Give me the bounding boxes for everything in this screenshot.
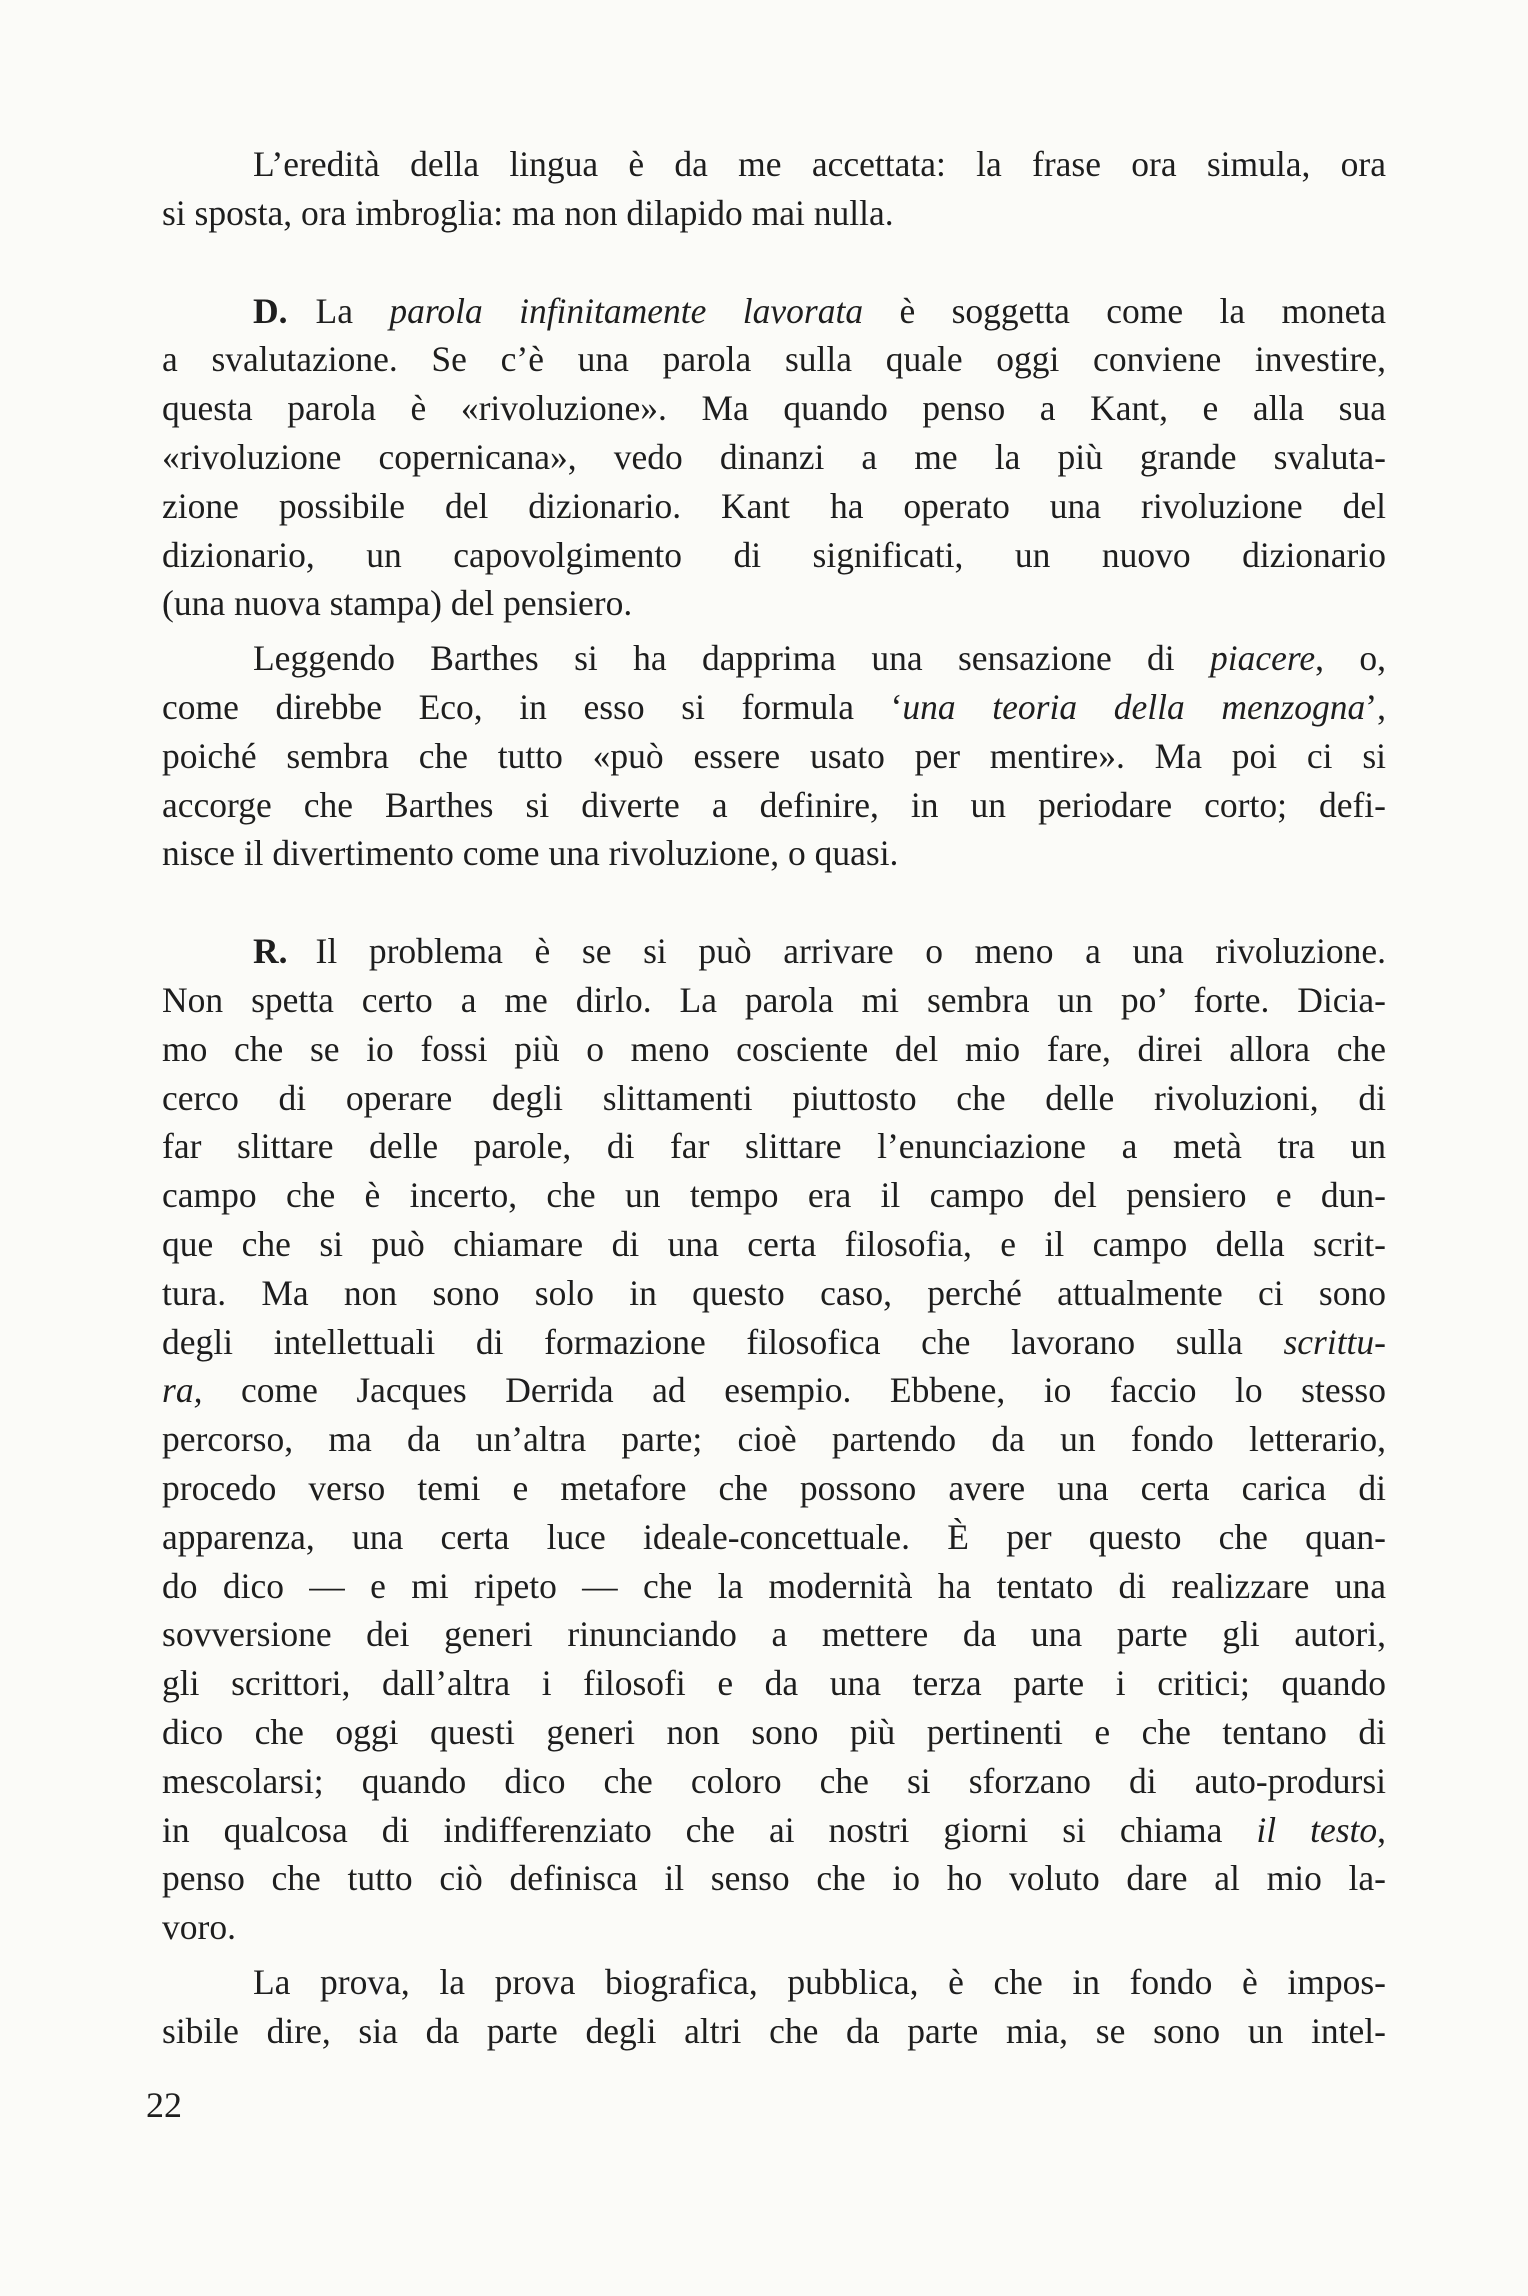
text-line: «rivoluzione copernicana», vedo dinanzi a me la più grande svaluta- bbox=[162, 436, 1386, 477]
italic-span: parola infinitamente lavorata bbox=[389, 290, 864, 331]
text-line: nisce il divertimento come una rivoluzione, o quasi. bbox=[162, 833, 899, 874]
speaker-label: R. bbox=[253, 931, 288, 972]
text-line: L’eredità della lingua è da me accettata: la frase ora simula, ora bbox=[253, 144, 1386, 184]
text-line: dico che oggi questi generi non sono più pertinenti e che tentano di bbox=[162, 1711, 1386, 1752]
text-span: come Jacques Derrida ad esempio. Ebbene, io faccio lo stesso bbox=[202, 1370, 1386, 1411]
text-span: ’, bbox=[1365, 686, 1386, 727]
text-line: La prova, la prova biografica, pubblica, è che in fondo è impos- bbox=[253, 1961, 1386, 2002]
text-line: sovversione dei generi rinunciando a mettere da una parte gli autori, bbox=[162, 1614, 1386, 1655]
page-body bbox=[162, 140, 1386, 2055]
text-span: come direbbe Eco, in esso si formula ‘ bbox=[162, 686, 903, 727]
text-line: mo che se io fossi più o meno cosciente del mio fare, direi allora che bbox=[162, 1028, 1386, 1069]
italic-span: ra, bbox=[162, 1370, 203, 1411]
paragraph-gap bbox=[162, 878, 1386, 927]
paragraph-gap bbox=[162, 238, 1386, 287]
text-line: gli scrittori, dall’altra i filosofi e da una terza parte i critici; quando bbox=[162, 1663, 1386, 1704]
text-line: (una nuova stampa) del pensiero. bbox=[162, 583, 633, 624]
text-line: campo che è incerto, che un tempo era il campo del pensiero e dun- bbox=[162, 1175, 1386, 1216]
text-line: percorso, ma da un’altra parte; cioè partendo da un fondo letterario, bbox=[162, 1419, 1386, 1460]
text-span: , bbox=[1377, 1809, 1386, 1850]
text-line: tura. Ma non sono solo in questo caso, perché attualmente ci sono bbox=[162, 1272, 1386, 1313]
text-line: Non spetta certo a me dirlo. La parola mi sembra un po’ forte. Dicia- bbox=[162, 979, 1386, 1020]
text-line: dizionario, un capovolgimento di significati, un nuovo dizionario bbox=[162, 534, 1386, 575]
text-line bbox=[162, 287, 1386, 336]
text-line: penso che tutto ciò definisca il senso che io ho voluto dare al mio la- bbox=[162, 1858, 1386, 1899]
text-line: mescolarsi; quando dico che coloro che si sforzano di auto-prodursi bbox=[162, 1760, 1386, 1801]
text-span: Leggendo Barthes si ha dapprima una sensazione di bbox=[253, 638, 1211, 679]
text-line bbox=[162, 1318, 1386, 1367]
text-line: que che si può chiamare di una certa filosofia, e il campo della scrit- bbox=[162, 1223, 1386, 1264]
text-line bbox=[162, 634, 1386, 683]
text-line: procedo verso temi e metafore che possono avere una certa carica di bbox=[162, 1467, 1386, 1508]
text-line bbox=[162, 1806, 1386, 1855]
italic-span: il testo bbox=[1256, 1809, 1378, 1850]
text-line: si sposta, ora imbroglia: ma non dilapido mai nulla. bbox=[162, 192, 894, 233]
paragraph bbox=[162, 1958, 1386, 2056]
text-line bbox=[162, 683, 1386, 732]
text-line: voro. bbox=[162, 1907, 236, 1948]
italic-span: una teoria della menzogna bbox=[902, 686, 1366, 727]
text-line bbox=[162, 927, 1386, 976]
text-line bbox=[162, 1366, 1386, 1415]
italic-span: piacere bbox=[1210, 638, 1316, 679]
text-line: a svalutazione. Se c’è una parola sulla quale oggi conviene investire, bbox=[162, 339, 1386, 380]
text-span: è soggetta come la moneta bbox=[863, 290, 1386, 331]
text-line: sibile dire, sia da parte degli altri che da parte mia, se sono un intel- bbox=[162, 2010, 1386, 2051]
text-line: zione possibile del dizionario. Kant ha operato una rivoluzione del bbox=[162, 485, 1386, 526]
answer-paragraph bbox=[162, 927, 1386, 1952]
page-number: 22 bbox=[146, 2085, 182, 2125]
text-line: cerco di operare degli slittamenti piuttosto che delle rivoluzioni, di bbox=[162, 1077, 1386, 1118]
text-line: accorge che Barthes si diverte a definire, in un periodare corto; defi- bbox=[162, 784, 1386, 825]
paragraph bbox=[162, 140, 1386, 238]
text-line: poiché sembra che tutto «può essere usato per mentire». Ma poi ci si bbox=[162, 735, 1386, 776]
question-paragraph bbox=[162, 287, 1386, 629]
text-span: Il problema è se si può arrivare o meno a una rivoluzione. bbox=[315, 931, 1386, 972]
text-span: La bbox=[315, 290, 390, 331]
text-line: questa parola è «rivoluzione». Ma quando penso a Kant, e alla sua bbox=[162, 388, 1386, 429]
text-line: do dico — e mi ripeto — che la modernità ha tentato di realizzare una bbox=[162, 1565, 1386, 1606]
italic-span: scrittu- bbox=[1283, 1321, 1386, 1362]
text-span: in qualcosa di indifferenziato che ai nostri giorni si chiama bbox=[162, 1809, 1257, 1850]
text-line: far slittare delle parole, di far slittare l’enunciazione a metà tra un bbox=[162, 1126, 1386, 1167]
text-line: apparenza, una certa luce ideale-concettuale. È per questo che quan- bbox=[162, 1516, 1386, 1557]
text-span: , o, bbox=[1315, 638, 1386, 679]
text-span: degli intellettuali di formazione filosofica che lavorano sulla bbox=[162, 1321, 1284, 1362]
paragraph bbox=[162, 634, 1386, 878]
speaker-label: D. bbox=[253, 290, 288, 331]
